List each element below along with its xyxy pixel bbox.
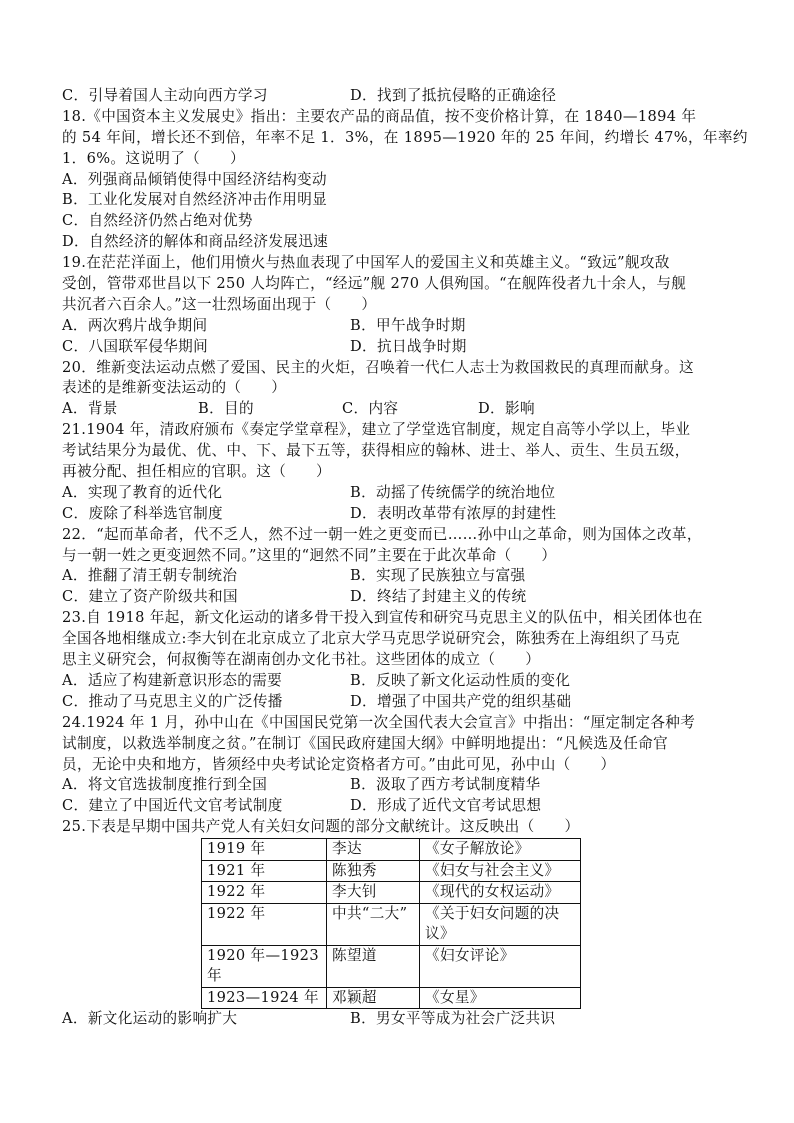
table-row	[202, 882, 581, 904]
q21-option-d[interactable]: D．表明改革带有浓厚的封建性	[350, 504, 557, 522]
table-cell-person: 李达	[327, 839, 420, 861]
q22-stem-line: 与一朝一姓之更变迥然不同。”这里的“迥然不同”主要在于此次革命（ ）	[62, 546, 557, 564]
q19-option-a[interactable]: A．两次鸦片战争期间	[62, 316, 208, 334]
q22-option-a[interactable]: A．推翻了清王朝专制统治	[62, 567, 238, 585]
q18-stem-line: 的 54 年间，增长还不到倍，年率不足 1．3%，在 1895—1920 年的 25 年间，约增长 47%，年率约	[62, 128, 748, 146]
q24-options-row	[62, 775, 734, 796]
q21-option-a[interactable]: A．实现了教育的近代化	[62, 483, 223, 501]
table-row	[202, 860, 581, 882]
q23-stem-line: 思主义研究会，何叔衡等在湖南创办文化书社。这些团体的成立（ ）	[62, 651, 541, 669]
q24-stem-line: 24.1924 年 1 月，孙中山在《中国国民党第一次全国代表大会宣言》中指出：“厘定制定各种考	[62, 713, 696, 731]
question-20	[62, 358, 734, 421]
table-cell-year: 1920 年—1923 年	[202, 945, 327, 987]
exam-page	[62, 86, 748, 1030]
q23-option-a[interactable]: A．适应了构建新意识形态的需要	[62, 671, 283, 689]
table-row	[202, 903, 581, 945]
q24-option-c[interactable]: C．建立了中国近代文官考试制度	[62, 797, 283, 815]
q20-option-c[interactable]: C．内容	[342, 400, 399, 418]
q24-stem-line: 员，无论中央和地方，皆须经中央考试论定资格者方可。”由此可见，孙中山（ ）	[62, 755, 616, 773]
question-18	[62, 107, 748, 253]
q24-options-row	[62, 796, 734, 817]
question-21	[62, 420, 734, 524]
table-row	[202, 945, 581, 987]
q17-option-d[interactable]: D．找到了抵抗侵略的正确途径	[350, 87, 557, 104]
table-cell-document: 《女子解放论》	[420, 839, 581, 861]
table-cell-person: 陈独秀	[327, 860, 420, 882]
q22-option-d[interactable]: D．终结了封建主义的传统	[350, 588, 527, 606]
table-cell-document: 《妇女评论》	[420, 945, 581, 987]
q21-stem-line: 21.1904 年，清政府颁布《奏定学堂章程》，建立了学堂选官制度，规定自高等小学以上，毕业	[62, 421, 691, 439]
question-24	[62, 713, 734, 817]
q24-stem-line: 试制度，以救选举制度之贫。”在制订《国民政府建国大纲》中鲜明地提出：“凡候选及任命官	[62, 734, 669, 752]
q25-options-row	[62, 1009, 734, 1030]
q22-options-row	[62, 566, 734, 587]
q19-option-d[interactable]: D．抗日战争时期	[350, 337, 467, 355]
table-cell-document: 《女星》	[420, 987, 581, 1009]
q20-option-d[interactable]: D．影响	[478, 400, 535, 418]
table-cell-document: 《妇女与社会主义》	[420, 860, 581, 882]
question-25	[62, 817, 734, 1030]
table-row	[202, 839, 581, 861]
q22-options-row	[62, 587, 734, 608]
q18-option-c[interactable]: C．自然经济仍然占绝对优势	[62, 212, 253, 230]
q19-options-row	[62, 337, 734, 358]
q23-option-d[interactable]: D．增强了中国共产党的组织基础	[350, 692, 572, 710]
q18-stem-line: 18.《中国资本主义发展史》指出：主要农产品的商品值，按不变价格计算，在 1840—1894 年	[62, 107, 697, 125]
q21-stem-line: 考试结果分为最优、优、中、下、最下五等，获得相应的翰林、进士、举人、贡生、生员五级，	[62, 442, 690, 460]
question-23	[62, 608, 734, 712]
table-cell-year: 1923—1924 年	[202, 987, 327, 1009]
q19-options-row	[62, 316, 734, 337]
q24-option-a[interactable]: A．将文官选拔制度推行到全国	[62, 776, 268, 794]
q21-option-c[interactable]: C．废除了科举选官制度	[62, 504, 223, 522]
q21-options-row	[62, 483, 734, 504]
table-row	[202, 987, 581, 1009]
q20-option-a[interactable]: A．背景	[62, 400, 118, 418]
q22-option-c[interactable]: C．建立了资产阶级共和国	[62, 588, 238, 606]
table-cell-person: 陈望道	[327, 945, 420, 987]
q20-stem-line: 表述的是维新变法运动的（ ）	[62, 379, 287, 397]
q19-option-c[interactable]: C．八国联军侵华期间	[62, 337, 209, 355]
q23-options-row	[62, 692, 734, 713]
q23-stem-line: 23.自 1918 年起，新文化运动的诸多骨干投入到宣传和研究马克思主义的队伍中，相关团体也在	[62, 609, 703, 627]
q23-options-row	[62, 671, 734, 692]
q22-option-b[interactable]: B．实现了民族独立与富强	[350, 567, 526, 585]
q18-option-a[interactable]: A．列强商品倾销使得中国经济结构变动	[62, 170, 327, 188]
question-22	[62, 525, 734, 609]
q21-stem-line: 再被分配、担任相应的官职。这（ ）	[62, 463, 331, 481]
q17-option-c[interactable]: C．引导着国人主动向西方学习	[62, 87, 268, 104]
table-cell-document: 《关于妇女问题的决 议》	[420, 903, 581, 945]
q19-option-b[interactable]: B．甲午战争时期	[350, 316, 466, 334]
q25-stem: 25.下表是早期中国共产党人有关妇女问题的部分文献统计。这反映出（ ）	[62, 818, 580, 836]
table-cell-year: 1919 年	[202, 839, 327, 861]
table-cell-person: 李大钊	[327, 882, 420, 904]
q19-stem-line: 共沉者六百余人。”这一壮烈场面出现于（ ）	[62, 295, 377, 313]
q18-stem-line: 1．6%。这说明了（ ）	[62, 149, 245, 167]
q19-stem-line: 19.在茫茫洋面上，他们用愤火与热血表现了中国军人的爱国主义和英雄主义。“致远”舰攻敌	[62, 254, 670, 272]
q23-option-c[interactable]: C．推动了马克思主义的广泛传播	[62, 692, 283, 710]
table-cell-year: 1921 年	[202, 860, 327, 882]
table-cell-person: 中共“二大”	[327, 903, 420, 945]
table-cell-document: 《现代的女权运动》	[420, 882, 581, 904]
q18-option-d[interactable]: D．自然经济的解体和商品经济发展迅速	[62, 233, 329, 251]
table-cell-person: 邓颖超	[327, 987, 420, 1009]
q17-options-row	[62, 86, 734, 107]
documents-table	[201, 838, 581, 1009]
q21-option-b[interactable]: B．动摇了传统儒学的统治地位	[350, 483, 556, 501]
question-19	[62, 253, 734, 357]
q23-stem-line: 全国各地相继成立:李大钊在北京成立了北京大学马克思学说研究会，陈独秀在上海组织了马克	[62, 630, 680, 648]
q24-option-d[interactable]: D．形成了近代文官考试思想	[350, 797, 542, 815]
table-cell-year: 1922 年	[202, 882, 327, 904]
table-cell-year: 1922 年	[202, 903, 327, 945]
q20-options-row	[62, 399, 734, 420]
q19-stem-line: 受创，管带邓世昌以下 250 人均阵亡，“经远”舰 270 人俱殉国。“在舰阵役者九十余人，与舰	[62, 275, 687, 293]
q23-option-b[interactable]: B．反映了新文化运动性质的变化	[350, 671, 571, 689]
q21-options-row	[62, 504, 734, 525]
q20-option-b[interactable]: B．目的	[198, 400, 254, 418]
q24-option-b[interactable]: B．汲取了西方考试制度精华	[350, 776, 541, 794]
q20-stem-line: 20．维新变法运动点燃了爱国、民主的火炬，召唤着一代仁人志士为救国救民的真理而献身。这	[62, 358, 694, 376]
q18-option-b[interactable]: B．工业化发展对自然经济冲击作用明显	[62, 191, 328, 209]
q22-stem-line: 22．“起而革命者，代不乏人，然不过一朝一姓之更变而已……孙中山之革命，则为国体之改革，	[62, 525, 702, 543]
q25-option-a[interactable]: A．新文化运动的影响扩大	[62, 1010, 238, 1028]
q25-option-b[interactable]: B．男女平等成为社会广泛共识	[350, 1010, 556, 1028]
